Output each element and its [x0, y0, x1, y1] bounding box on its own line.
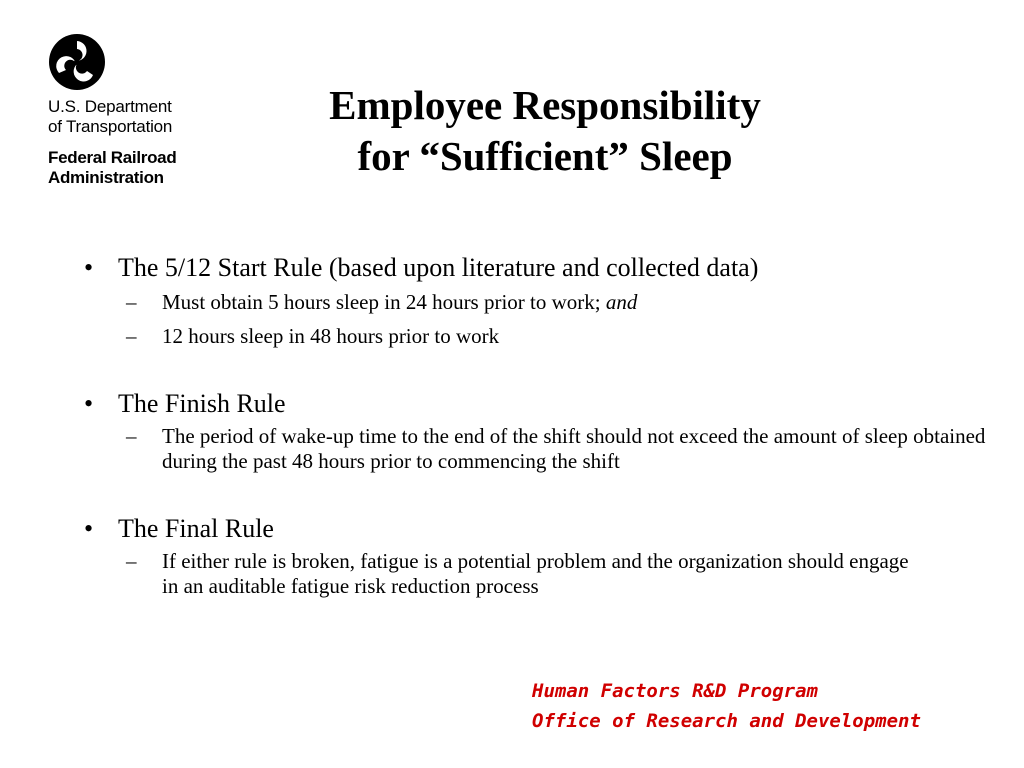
bullet-text: The Finish Rule: [118, 389, 286, 418]
sub-bullet-marker: –: [126, 324, 137, 348]
sub-bullet: [84, 290, 1004, 315]
sub-bullet: [84, 324, 1004, 349]
slide-content: [84, 252, 1004, 599]
title-line-1: Employee Responsibility: [329, 82, 761, 128]
dot-logo: [48, 33, 223, 188]
agency-line-1: Federal Railroad: [48, 148, 177, 167]
bullet-text: The 5/12 Start Rule (based upon literature and collected data): [118, 253, 759, 282]
bullet-start-rule: [84, 252, 1004, 284]
sub-bullet-marker: –: [126, 424, 137, 448]
bullet-text: The Final Rule: [118, 514, 274, 543]
agency-line-2: Administration: [48, 168, 164, 187]
sub-bullet: [84, 549, 922, 599]
department-line-2: of Transportation: [48, 117, 173, 136]
bullet-marker: •: [84, 389, 94, 418]
footer-program: [532, 676, 921, 736]
sub-bullet-text: Must obtain 5 hours sleep in 24 hours prior to work;: [162, 290, 606, 314]
bullet-marker: •: [84, 253, 94, 282]
bullet-finish-rule: [84, 388, 1004, 420]
title-line-2: for “Sufficient” Sleep: [357, 133, 733, 179]
sub-bullet-marker: –: [126, 549, 137, 573]
bullet-final-rule: [84, 513, 1004, 545]
sub-bullet-text: 12 hours sleep in 48 hours prior to work: [162, 324, 500, 348]
bullet-marker: •: [84, 514, 94, 543]
sub-bullet-text: The period of wake-up time to the end of the shift should not exceed the amount of sleep obtained during the past 48 hours prior to commencing the shift: [162, 424, 986, 473]
sub-bullet-text: If either rule is broken, fatigue is a potential problem and the organization should engage in an auditable fatigue risk reduction process: [162, 549, 909, 598]
sub-bullet: [84, 424, 1004, 474]
dot-triskelion-icon: [48, 33, 106, 91]
footer-line-2: Office of Research and Development: [532, 710, 921, 732]
sub-bullet-marker: –: [126, 290, 137, 314]
sub-bullet-emphasis: and: [605, 290, 638, 314]
slide-title: [230, 80, 860, 182]
footer-line-1: Human Factors R&D Program: [532, 680, 818, 702]
department-line-1: U.S. Department: [48, 97, 172, 116]
